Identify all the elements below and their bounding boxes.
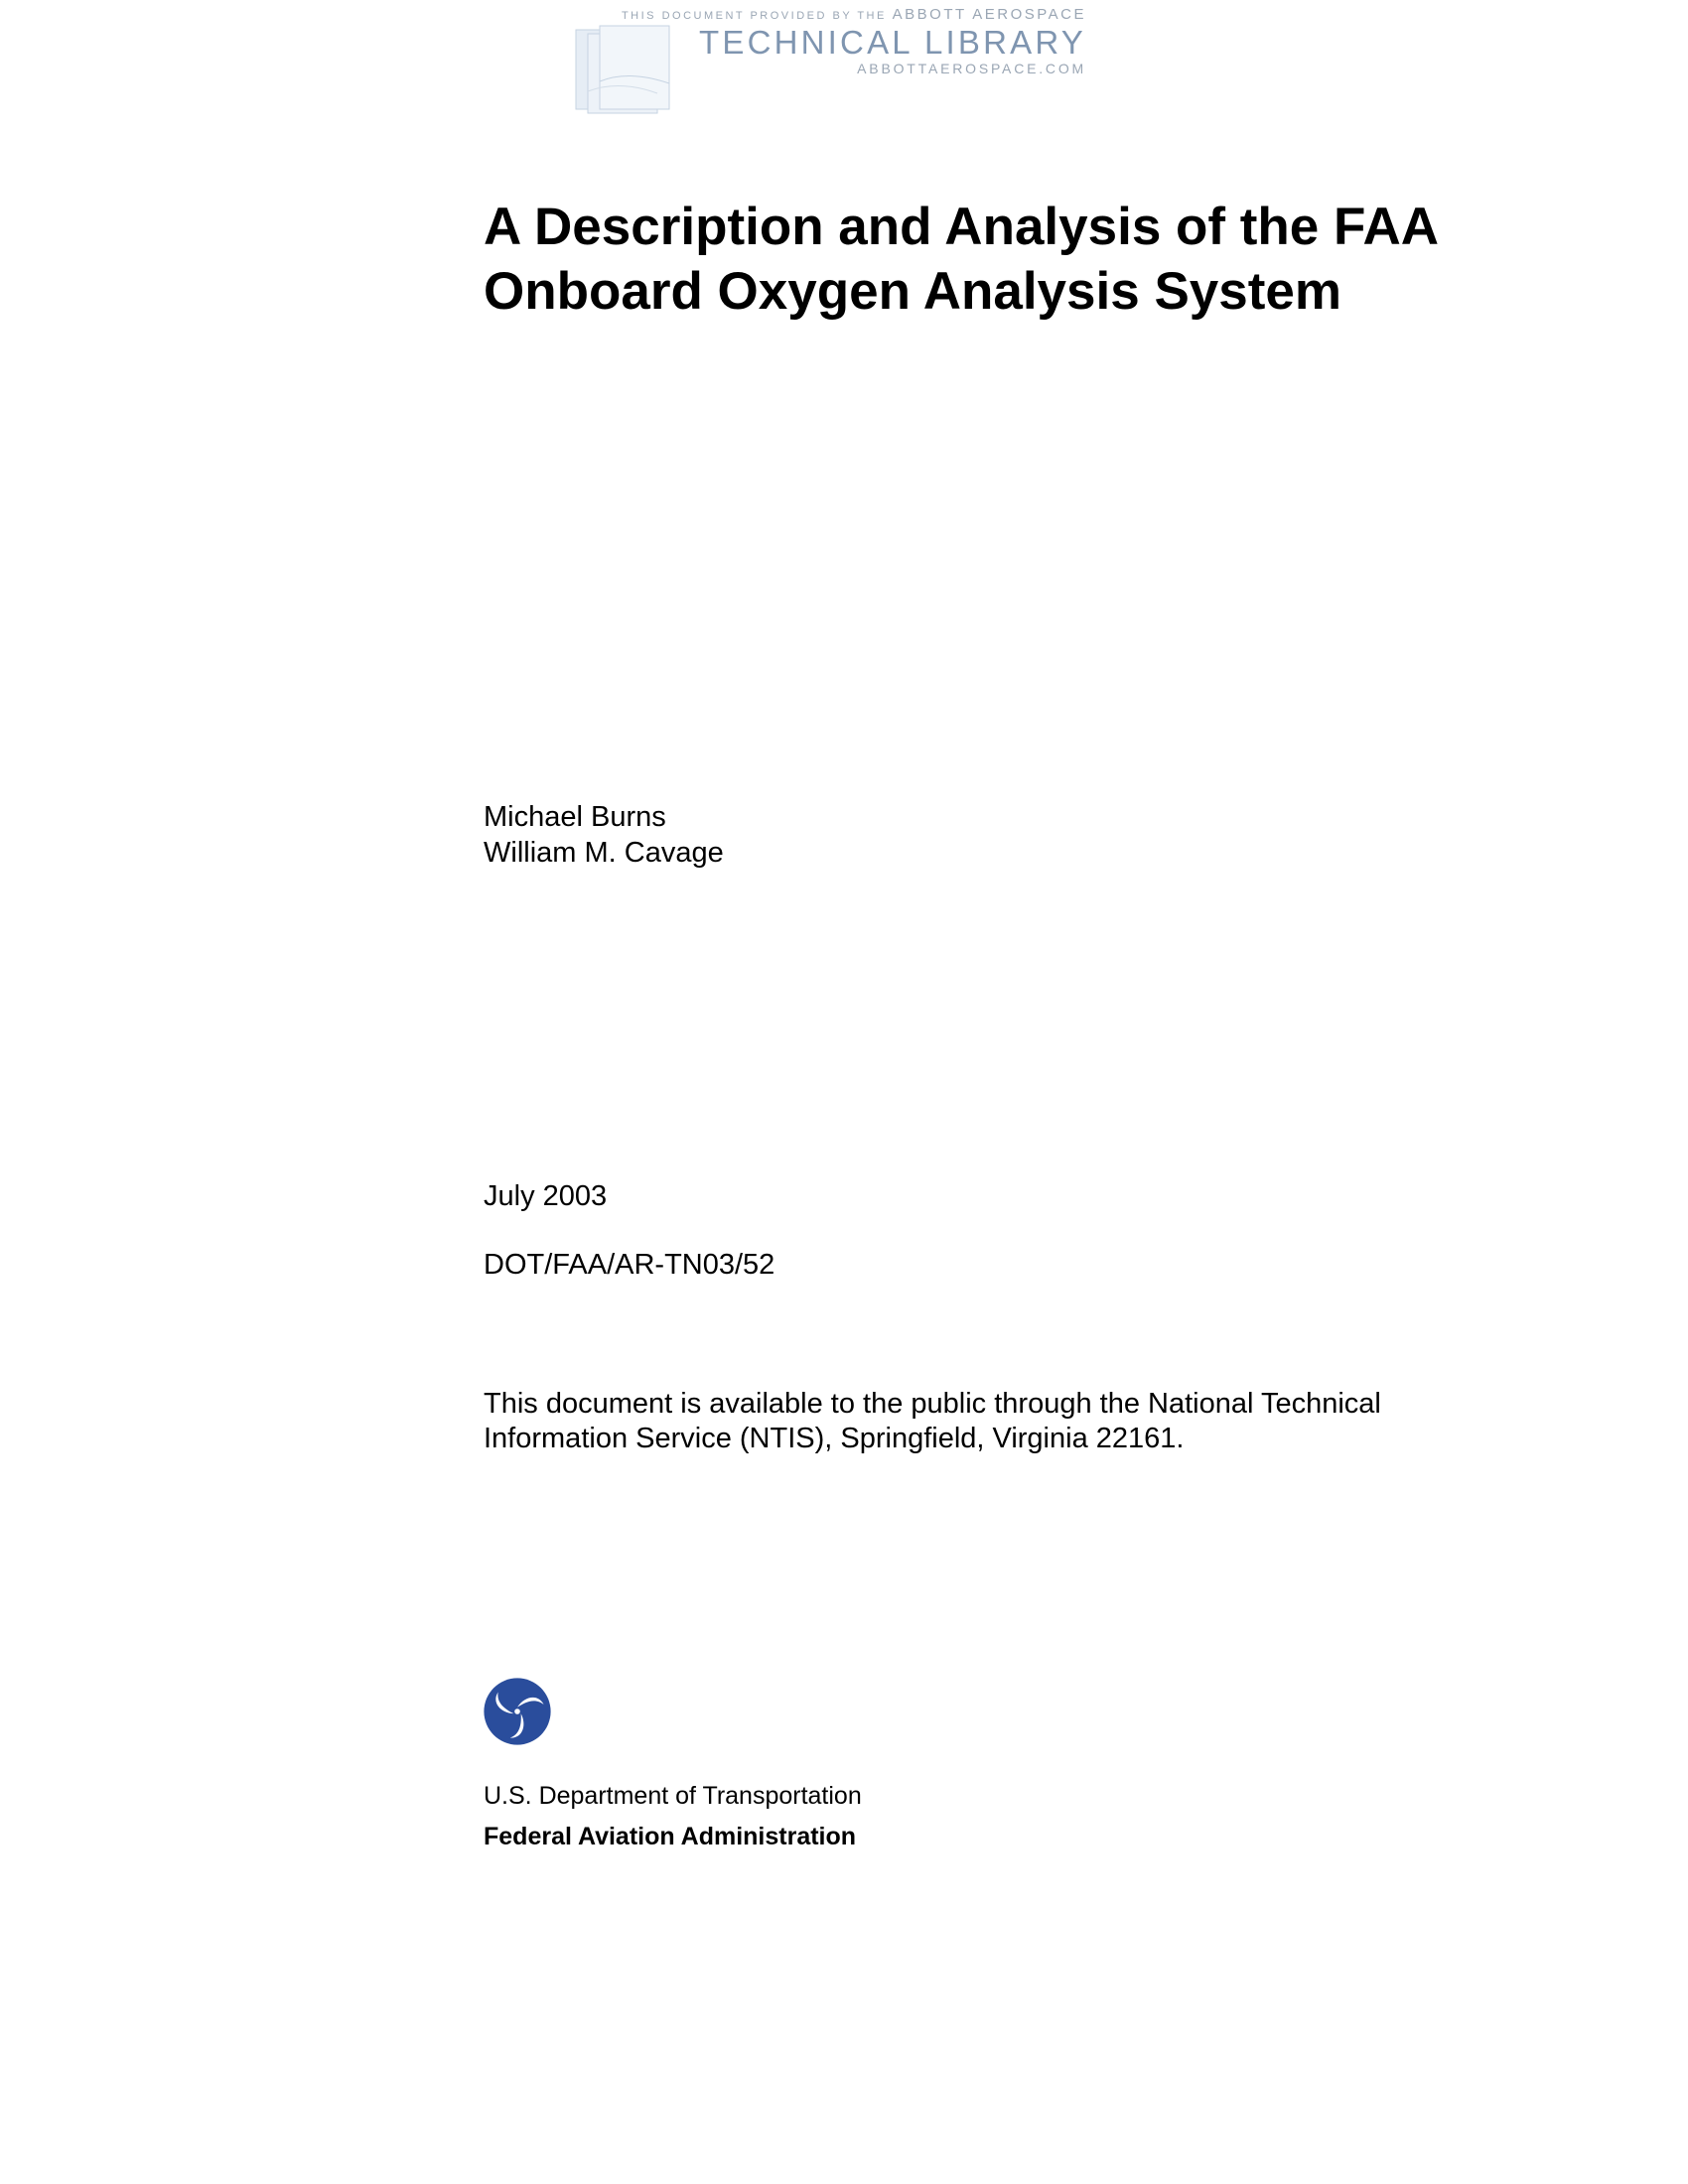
technical-library-watermark [570, 4, 1086, 113]
author-list [484, 799, 724, 871]
availability-statement [484, 1387, 1576, 1456]
watermark-prefix: THIS DOCUMENT PROVIDED BY THE [621, 10, 887, 22]
author-name: William M. Cavage [484, 837, 724, 869]
title-line-2: Onboard Oxygen Analysis System [484, 262, 1341, 321]
watermark-brand: ABBOTT AEROSPACE [892, 6, 1086, 23]
author-name: Michael Burns [484, 801, 666, 833]
dot-triskelion-logo-icon [483, 1677, 552, 1746]
report-number: DOT/FAA/AR-TN03/52 [484, 1249, 775, 1281]
watermark-library-name: TECHNICAL LIBRARY [699, 24, 1086, 61]
watermark-provided-by [570, 6, 1086, 23]
watermark-website: ABBOTTAEROSPACE.COM [857, 61, 1086, 76]
title-line-1: A Description and Analysis of the FAA [484, 198, 1439, 256]
agency-name: Federal Aviation Administration [484, 1823, 857, 1850]
report-title [484, 195, 1576, 324]
department-name: U.S. Department of Transportation [484, 1782, 862, 1810]
availability-line-1: This document is available to the public through the National Technical [484, 1388, 1381, 1420]
publication-date: July 2003 [484, 1180, 608, 1212]
availability-line-2: Information Service (NTIS), Springfield, Virginia 22161. [484, 1423, 1185, 1454]
